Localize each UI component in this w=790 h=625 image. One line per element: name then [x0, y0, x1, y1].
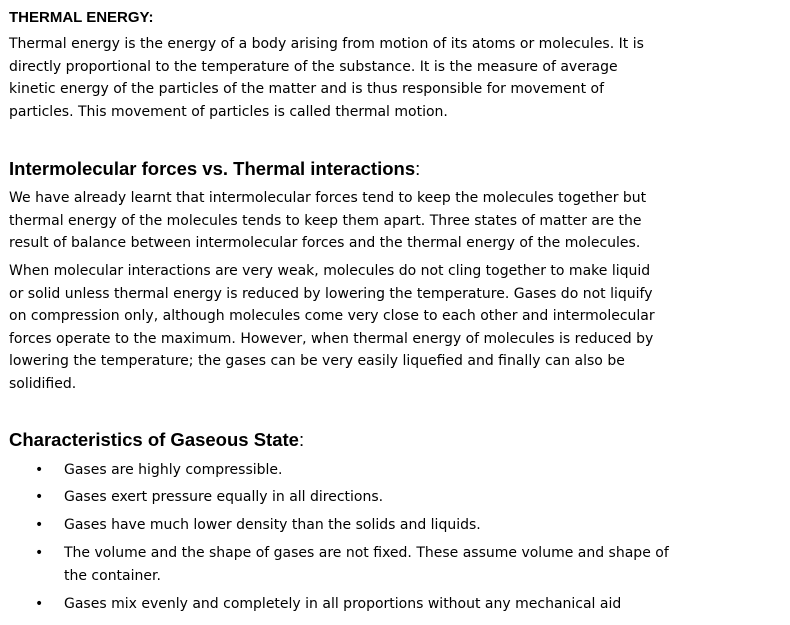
bullet-icon: •	[35, 489, 44, 505]
heading-colon: :	[415, 158, 421, 179]
text-line: kinetic energy of the particles of the matter and is thus responsible for movement of	[9, 81, 605, 97]
heading-thermal-energy	[9, 8, 153, 28]
heading-text: THERMAL ENERGY	[9, 9, 149, 26]
bullet-icon: •	[35, 596, 44, 612]
text-line: Gases are highly compressible.	[64, 462, 283, 478]
text-line: the container.	[64, 567, 161, 584]
bullet-icon: •	[35, 462, 44, 478]
text-line: directly proportional to the temperature of the substance. It is the measure of average	[9, 58, 618, 75]
text-line: Thermal energy is the energy of a body arising from motion of its atoms or molecules. It is	[9, 36, 644, 52]
paragraph-intermolecular-2	[9, 260, 709, 395]
paragraph-thermal-energy	[9, 33, 709, 123]
text-line: The volume and the shape of gases are not fixed. These assume volume and shape of	[64, 545, 669, 561]
text-line: or solid unless thermal energy is reduced by lowering the temperature. Gases do not liquify	[9, 285, 653, 302]
text-line: When molecular interactions are very weak, molecules do not cling together to make liquid	[9, 263, 651, 279]
bullet-icon: •	[35, 545, 44, 561]
text-line: result of balance between intermolecular forces and the thermal energy of the molecules.	[9, 235, 641, 251]
text-line: Gases exert pressure equally in all directions.	[64, 489, 384, 505]
text-line: Gases mix evenly and completely in all proportions without any mechanical aid	[64, 596, 622, 612]
text-line: We have already learnt that intermolecular forces tend to keep the molecules together but	[9, 190, 647, 206]
heading-text: Intermolecular forces vs. Thermal interactions	[9, 158, 416, 179]
heading-text: Characteristics of Gaseous State	[9, 429, 299, 450]
text-line: thermal energy of the molecules tends to keep them apart. Three states of matter are the	[9, 212, 642, 229]
text-line: on compression only, although molecules come very close to each other and intermolecular	[9, 308, 655, 324]
text-line: solidified.	[9, 375, 77, 392]
heading-colon: :	[148, 9, 154, 26]
text-line: Gases have much lower density than the solids and liquids.	[64, 517, 481, 533]
paragraph-intermolecular-1	[9, 187, 709, 255]
heading-gaseous-state	[9, 428, 304, 452]
heading-intermolecular-forces	[9, 157, 420, 181]
heading-colon: :	[298, 429, 305, 450]
bullet-icon: •	[35, 517, 44, 533]
text-line: lowering the temperature; the gases can be very easily liquefied and finally can also be	[9, 353, 625, 369]
text-line: particles. This movement of particles is called thermal motion.	[9, 103, 448, 120]
text-line: forces operate to the maximum. However, when thermal energy of molecules is reduced by	[9, 330, 654, 347]
